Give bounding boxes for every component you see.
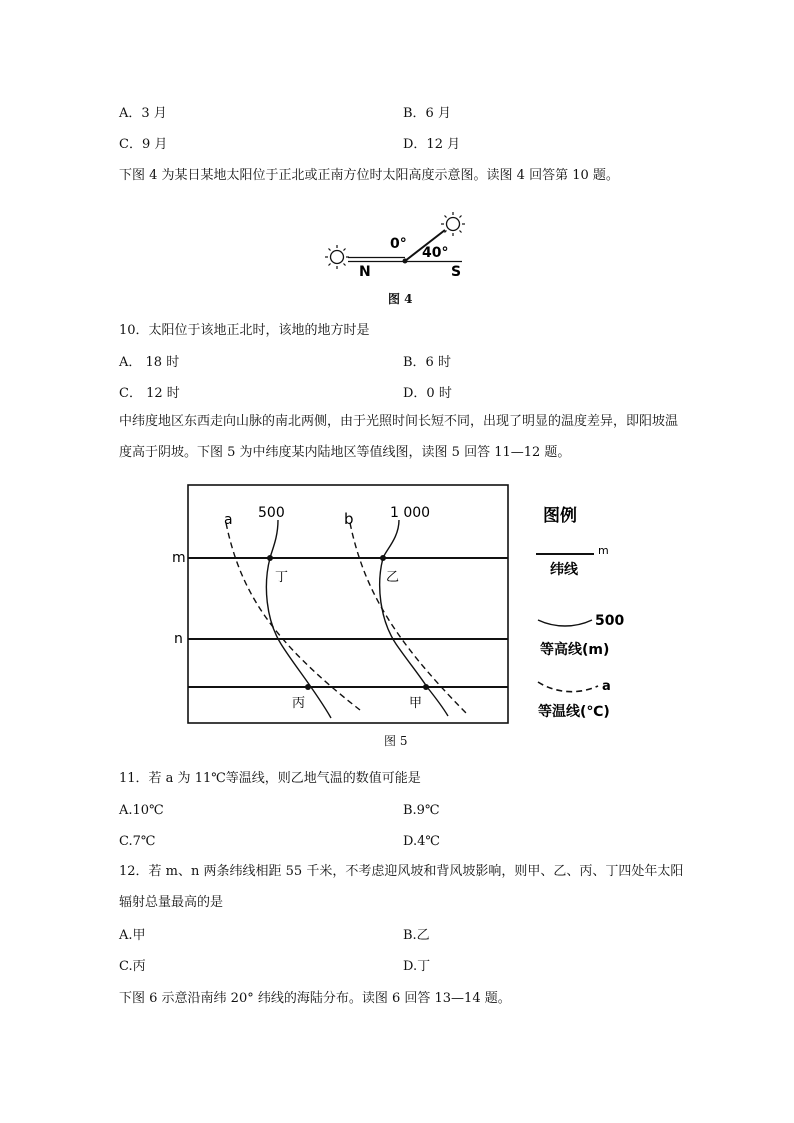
- north-label: N: [359, 264, 371, 280]
- contour-500-label: 500: [258, 505, 285, 521]
- legend-isotherm-label: 等温线(℃): [538, 704, 610, 720]
- angle-0-label: 0°: [390, 236, 407, 252]
- legend-latitude-label: 纬线: [550, 562, 578, 578]
- point-ding-label: 丁: [275, 570, 289, 585]
- legend-isotherm-symbol: a: [602, 679, 611, 694]
- q11-option-c: C.7℃: [119, 834, 156, 849]
- contour-500: [266, 520, 331, 718]
- latitude-m-label: m: [172, 550, 186, 566]
- legend-contour-symbol: 500: [595, 613, 625, 629]
- figure-5-isoline-map: [160, 480, 630, 730]
- q11-option-a: A.10℃: [119, 803, 164, 818]
- angle-40-label: 40°: [422, 245, 449, 261]
- south-label: S: [451, 264, 462, 280]
- q9-option-b: B．6 月: [403, 106, 451, 121]
- q12-stem: 12．若 m、n 两条纬线相距 55 千米，不考虑迎风坡和背风坡影响，则甲、乙、丙、丁四处年太阳辐射总量最高的是: [119, 864, 684, 910]
- sun-south-icon: [441, 212, 465, 236]
- sun-north-icon: [325, 245, 349, 269]
- q10-option-d: D．0 时: [403, 386, 452, 401]
- q9-option-a: A．3 月: [119, 106, 167, 121]
- q9-option-d: D．12 月: [403, 137, 461, 152]
- point-jia-label: 甲: [409, 696, 423, 711]
- intro-figure-6: 下图 6 示意沿南纬 20° 纬线的海陆分布。读图 6 回答 13—14 题。: [119, 991, 511, 1006]
- legend-contour-label: 等高线(m): [540, 642, 610, 658]
- latitude-n-label: n: [174, 631, 183, 647]
- isotherm-a: [226, 523, 360, 710]
- legend-title: 图例: [543, 506, 577, 526]
- q12-option-b: B.乙: [403, 928, 430, 943]
- figure-4-caption: 图 4: [388, 292, 413, 306]
- isotherm-b: [350, 523, 466, 713]
- q10-option-b: B．6 时: [403, 355, 451, 370]
- point-bing-label: 丙: [292, 696, 306, 711]
- q11-option-b: B.9℃: [403, 803, 440, 818]
- point-yi-label: 乙: [386, 570, 400, 585]
- q12-option-a: A.甲: [119, 928, 146, 943]
- figure-5-legend: [536, 505, 624, 720]
- q11-stem: 11．若 a 为 11℃等温线，则乙地气温的数值可能是: [119, 771, 421, 786]
- q12-option-c: C.丙: [119, 959, 146, 974]
- q9-option-c: C．9 月: [119, 137, 168, 152]
- contour-1000-label: 1 000: [390, 505, 431, 521]
- isotherm-b-label: b: [344, 510, 354, 528]
- q10-option-a: A． 18 时: [119, 355, 180, 370]
- q11-option-d: D.4℃: [403, 834, 440, 849]
- intro-figure-5: 中纬度地区东西走向山脉的南北两侧，由于光照时间长短不同，出现了明显的温度差异，即阳坡温度高于阴坡。下图 5 为中纬度某内陆地区等值线图，读图 5 回答 11—12 题。: [119, 414, 679, 460]
- intro-figure-4: 下图 4 为某日某地太阳位于正北或正南方位时太阳高度示意图。读图 4 回答第 10 题。: [119, 168, 619, 183]
- q12-option-d: D.丁: [403, 959, 431, 974]
- q10-stem: 10．太阳位于该地正北时，该地的地方时是: [119, 323, 370, 338]
- isotherm-a-label: a: [224, 512, 233, 528]
- q10-option-c: C． 12 时: [119, 386, 180, 401]
- figure-4-sun-altitude-diagram: [315, 200, 490, 285]
- legend-latitude-symbol: m: [598, 544, 609, 557]
- figure-5-caption: 图 5: [384, 734, 408, 748]
